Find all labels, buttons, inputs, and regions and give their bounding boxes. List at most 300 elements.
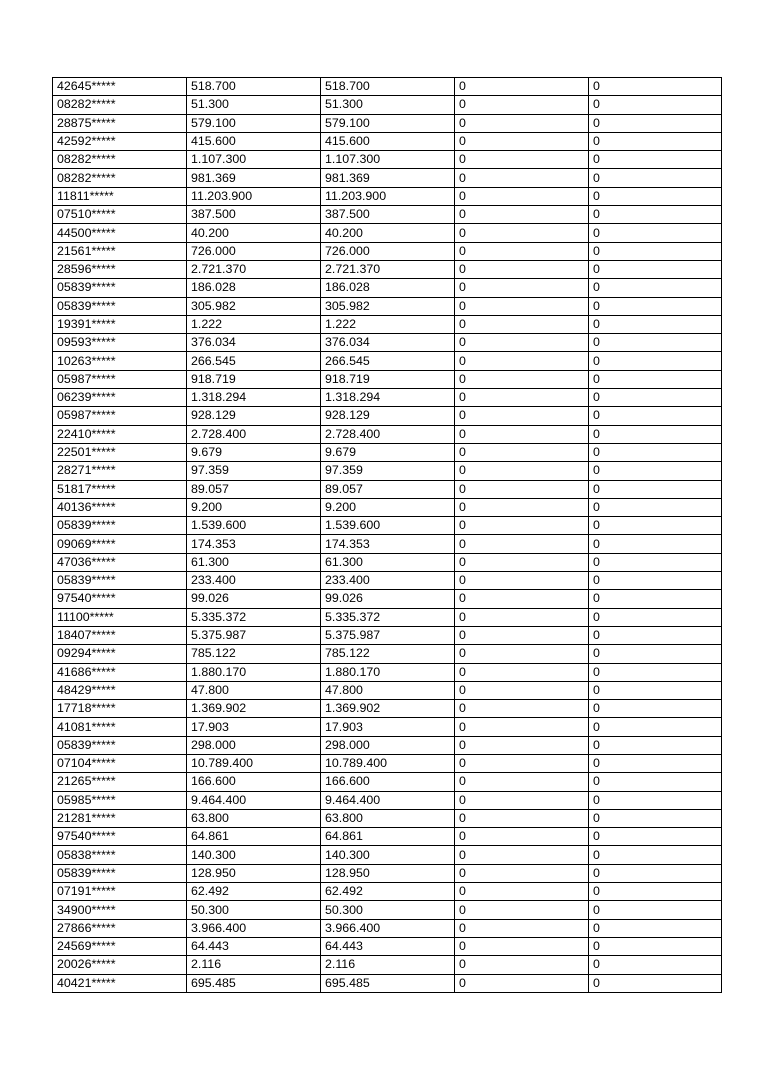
amount-2-cell: 63.800 [321, 809, 455, 827]
amount-cell: 174.353 [187, 535, 321, 553]
id-cell: 09069***** [53, 535, 187, 553]
id-cell: 08282***** [53, 96, 187, 114]
id-cell: 05987***** [53, 370, 187, 388]
zero-2-cell: 0 [589, 919, 722, 937]
table-row [53, 517, 722, 535]
amount-2-cell: 174.353 [321, 535, 455, 553]
zero-2-cell: 0 [589, 718, 722, 736]
table-row [53, 407, 722, 425]
zero-2-cell: 0 [589, 242, 722, 260]
id-cell: 22410***** [53, 425, 187, 443]
zero-2-cell: 0 [589, 480, 722, 498]
zero-cell: 0 [455, 132, 589, 150]
zero-2-cell: 0 [589, 517, 722, 535]
id-cell: 40136***** [53, 498, 187, 516]
id-cell: 05985***** [53, 791, 187, 809]
zero-2-cell: 0 [589, 663, 722, 681]
amount-cell: 695.485 [187, 974, 321, 992]
zero-cell: 0 [455, 498, 589, 516]
amount-2-cell: 981.369 [321, 169, 455, 187]
table-row [53, 206, 722, 224]
zero-cell: 0 [455, 846, 589, 864]
zero-2-cell: 0 [589, 498, 722, 516]
amount-cell: 785.122 [187, 645, 321, 663]
amount-cell: 47.800 [187, 681, 321, 699]
table-row [53, 700, 722, 718]
zero-2-cell: 0 [589, 608, 722, 626]
zero-cell: 0 [455, 736, 589, 754]
zero-2-cell: 0 [589, 315, 722, 333]
zero-cell: 0 [455, 407, 589, 425]
table-row [53, 260, 722, 278]
zero-cell: 0 [455, 883, 589, 901]
amount-cell: 266.545 [187, 352, 321, 370]
id-cell: 19391***** [53, 315, 187, 333]
amount-cell: 62.492 [187, 883, 321, 901]
amount-2-cell: 387.500 [321, 206, 455, 224]
id-cell: 07104***** [53, 754, 187, 772]
id-cell: 28596***** [53, 260, 187, 278]
id-cell: 09294***** [53, 645, 187, 663]
id-cell: 24569***** [53, 937, 187, 955]
table-row [53, 883, 722, 901]
zero-cell: 0 [455, 78, 589, 96]
zero-cell: 0 [455, 187, 589, 205]
amount-2-cell: 64.861 [321, 828, 455, 846]
zero-2-cell: 0 [589, 956, 722, 974]
zero-cell: 0 [455, 681, 589, 699]
id-cell: 42592***** [53, 132, 187, 150]
zero-2-cell: 0 [589, 901, 722, 919]
table-row [53, 791, 722, 809]
table-row [53, 169, 722, 187]
zero-2-cell: 0 [589, 974, 722, 992]
amount-cell: 50.300 [187, 901, 321, 919]
zero-2-cell: 0 [589, 572, 722, 590]
zero-cell: 0 [455, 937, 589, 955]
amount-2-cell: 9.200 [321, 498, 455, 516]
data-table [52, 77, 722, 993]
amount-cell: 17.903 [187, 718, 321, 736]
id-cell: 41081***** [53, 718, 187, 736]
amount-cell: 1.222 [187, 315, 321, 333]
amount-2-cell: 1.107.300 [321, 151, 455, 169]
table-row [53, 334, 722, 352]
table-row [53, 718, 722, 736]
zero-2-cell: 0 [589, 828, 722, 846]
zero-cell: 0 [455, 535, 589, 553]
zero-2-cell: 0 [589, 443, 722, 461]
amount-cell: 128.950 [187, 864, 321, 882]
zero-2-cell: 0 [589, 626, 722, 644]
amount-2-cell: 785.122 [321, 645, 455, 663]
amount-cell: 579.100 [187, 114, 321, 132]
amount-cell: 518.700 [187, 78, 321, 96]
amount-cell: 376.034 [187, 334, 321, 352]
amount-2-cell: 40.200 [321, 224, 455, 242]
zero-cell: 0 [455, 425, 589, 443]
id-cell: 05838***** [53, 846, 187, 864]
amount-2-cell: 99.026 [321, 590, 455, 608]
amount-cell: 305.982 [187, 297, 321, 315]
id-cell: 07510***** [53, 206, 187, 224]
zero-2-cell: 0 [589, 535, 722, 553]
zero-2-cell: 0 [589, 370, 722, 388]
zero-2-cell: 0 [589, 169, 722, 187]
id-cell: 05839***** [53, 517, 187, 535]
zero-cell: 0 [455, 370, 589, 388]
zero-cell: 0 [455, 352, 589, 370]
table-row [53, 846, 722, 864]
id-cell: 08282***** [53, 169, 187, 187]
id-cell: 11100***** [53, 608, 187, 626]
amount-cell: 97.359 [187, 462, 321, 480]
amount-cell: 298.000 [187, 736, 321, 754]
id-cell: 10263***** [53, 352, 187, 370]
table-row [53, 279, 722, 297]
zero-cell: 0 [455, 315, 589, 333]
amount-cell: 3.966.400 [187, 919, 321, 937]
zero-2-cell: 0 [589, 736, 722, 754]
zero-2-cell: 0 [589, 260, 722, 278]
id-cell: 05839***** [53, 279, 187, 297]
zero-2-cell: 0 [589, 590, 722, 608]
amount-2-cell: 128.950 [321, 864, 455, 882]
table-row [53, 754, 722, 772]
table-row [53, 553, 722, 571]
table-row [53, 370, 722, 388]
zero-cell: 0 [455, 297, 589, 315]
zero-2-cell: 0 [589, 206, 722, 224]
amount-2-cell: 61.300 [321, 553, 455, 571]
zero-2-cell: 0 [589, 279, 722, 297]
table-row [53, 956, 722, 974]
table-row [53, 78, 722, 96]
id-cell: 21561***** [53, 242, 187, 260]
amount-cell: 89.057 [187, 480, 321, 498]
amount-2-cell: 305.982 [321, 297, 455, 315]
id-cell: 20026***** [53, 956, 187, 974]
table-row [53, 864, 722, 882]
amount-2-cell: 166.600 [321, 773, 455, 791]
id-cell: 08282***** [53, 151, 187, 169]
amount-cell: 140.300 [187, 846, 321, 864]
amount-cell: 918.719 [187, 370, 321, 388]
zero-2-cell: 0 [589, 645, 722, 663]
zero-2-cell: 0 [589, 681, 722, 699]
zero-2-cell: 0 [589, 114, 722, 132]
amount-cell: 186.028 [187, 279, 321, 297]
id-cell: 44500***** [53, 224, 187, 242]
amount-2-cell: 89.057 [321, 480, 455, 498]
zero-2-cell: 0 [589, 937, 722, 955]
amount-cell: 51.300 [187, 96, 321, 114]
zero-2-cell: 0 [589, 864, 722, 882]
id-cell: 21265***** [53, 773, 187, 791]
zero-2-cell: 0 [589, 425, 722, 443]
zero-2-cell: 0 [589, 96, 722, 114]
table-row [53, 645, 722, 663]
zero-cell: 0 [455, 919, 589, 937]
id-cell: 05839***** [53, 572, 187, 590]
zero-2-cell: 0 [589, 389, 722, 407]
id-cell: 07191***** [53, 883, 187, 901]
amount-cell: 61.300 [187, 553, 321, 571]
amount-2-cell: 579.100 [321, 114, 455, 132]
id-cell: 22501***** [53, 443, 187, 461]
id-cell: 21281***** [53, 809, 187, 827]
zero-2-cell: 0 [589, 553, 722, 571]
zero-2-cell: 0 [589, 132, 722, 150]
table-row [53, 96, 722, 114]
amount-cell: 1.539.600 [187, 517, 321, 535]
table-row [53, 828, 722, 846]
zero-2-cell: 0 [589, 297, 722, 315]
table-row [53, 736, 722, 754]
table-row [53, 242, 722, 260]
id-cell: 05839***** [53, 864, 187, 882]
amount-2-cell: 97.359 [321, 462, 455, 480]
table-row [53, 498, 722, 516]
zero-cell: 0 [455, 462, 589, 480]
amount-cell: 928.129 [187, 407, 321, 425]
amount-cell: 63.800 [187, 809, 321, 827]
amount-cell: 10.789.400 [187, 754, 321, 772]
zero-cell: 0 [455, 956, 589, 974]
amount-2-cell: 64.443 [321, 937, 455, 955]
table-row [53, 462, 722, 480]
zero-cell: 0 [455, 663, 589, 681]
amount-2-cell: 47.800 [321, 681, 455, 699]
amount-2-cell: 298.000 [321, 736, 455, 754]
zero-cell: 0 [455, 773, 589, 791]
amount-2-cell: 518.700 [321, 78, 455, 96]
zero-2-cell: 0 [589, 352, 722, 370]
id-cell: 17718***** [53, 700, 187, 718]
table-row [53, 389, 722, 407]
zero-cell: 0 [455, 645, 589, 663]
id-cell: 40421***** [53, 974, 187, 992]
amount-cell: 9.200 [187, 498, 321, 516]
table-row [53, 626, 722, 644]
zero-cell: 0 [455, 114, 589, 132]
zero-2-cell: 0 [589, 754, 722, 772]
amount-2-cell: 50.300 [321, 901, 455, 919]
zero-2-cell: 0 [589, 700, 722, 718]
zero-2-cell: 0 [589, 883, 722, 901]
amount-2-cell: 1.318.294 [321, 389, 455, 407]
zero-2-cell: 0 [589, 846, 722, 864]
amount-cell: 1.369.902 [187, 700, 321, 718]
id-cell: 18407***** [53, 626, 187, 644]
amount-cell: 1.880.170 [187, 663, 321, 681]
id-cell: 06239***** [53, 389, 187, 407]
table-body [53, 78, 722, 993]
table-row [53, 663, 722, 681]
zero-cell: 0 [455, 334, 589, 352]
id-cell: 11811***** [53, 187, 187, 205]
id-cell: 97540***** [53, 590, 187, 608]
id-cell: 34900***** [53, 901, 187, 919]
amount-cell: 9.464.400 [187, 791, 321, 809]
table-row [53, 974, 722, 992]
table-row [53, 425, 722, 443]
amount-cell: 5.375.987 [187, 626, 321, 644]
amount-2-cell: 1.539.600 [321, 517, 455, 535]
amount-cell: 40.200 [187, 224, 321, 242]
zero-cell: 0 [455, 626, 589, 644]
amount-2-cell: 1.222 [321, 315, 455, 333]
table-row [53, 535, 722, 553]
table-row [53, 919, 722, 937]
zero-2-cell: 0 [589, 334, 722, 352]
amount-2-cell: 10.789.400 [321, 754, 455, 772]
id-cell: 51817***** [53, 480, 187, 498]
id-cell: 28271***** [53, 462, 187, 480]
zero-cell: 0 [455, 224, 589, 242]
zero-2-cell: 0 [589, 407, 722, 425]
id-cell: 48429***** [53, 681, 187, 699]
id-cell: 05987***** [53, 407, 187, 425]
table-row [53, 773, 722, 791]
amount-cell: 64.443 [187, 937, 321, 955]
table-row [53, 480, 722, 498]
amount-cell: 981.369 [187, 169, 321, 187]
amount-2-cell: 266.545 [321, 352, 455, 370]
table-row [53, 681, 722, 699]
amount-2-cell: 415.600 [321, 132, 455, 150]
id-cell: 05839***** [53, 297, 187, 315]
table-row [53, 315, 722, 333]
table-row [53, 114, 722, 132]
zero-cell: 0 [455, 864, 589, 882]
amount-2-cell: 140.300 [321, 846, 455, 864]
amount-2-cell: 3.966.400 [321, 919, 455, 937]
zero-cell: 0 [455, 553, 589, 571]
id-cell: 28875***** [53, 114, 187, 132]
amount-2-cell: 9.679 [321, 443, 455, 461]
id-cell: 47036***** [53, 553, 187, 571]
table-row [53, 608, 722, 626]
zero-2-cell: 0 [589, 78, 722, 96]
amount-2-cell: 2.728.400 [321, 425, 455, 443]
amount-2-cell: 5.335.372 [321, 608, 455, 626]
zero-2-cell: 0 [589, 462, 722, 480]
zero-2-cell: 0 [589, 791, 722, 809]
amount-2-cell: 2.721.370 [321, 260, 455, 278]
zero-cell: 0 [455, 608, 589, 626]
zero-cell: 0 [455, 206, 589, 224]
amount-cell: 233.400 [187, 572, 321, 590]
amount-2-cell: 51.300 [321, 96, 455, 114]
amount-cell: 2.116 [187, 956, 321, 974]
amount-2-cell: 5.375.987 [321, 626, 455, 644]
amount-2-cell: 928.129 [321, 407, 455, 425]
amount-cell: 2.721.370 [187, 260, 321, 278]
amount-2-cell: 186.028 [321, 279, 455, 297]
amount-cell: 99.026 [187, 590, 321, 608]
id-cell: 27866***** [53, 919, 187, 937]
amount-2-cell: 726.000 [321, 242, 455, 260]
amount-cell: 9.679 [187, 443, 321, 461]
table-row [53, 151, 722, 169]
zero-cell: 0 [455, 260, 589, 278]
amount-cell: 5.335.372 [187, 608, 321, 626]
amount-cell: 64.861 [187, 828, 321, 846]
amount-2-cell: 2.116 [321, 956, 455, 974]
zero-2-cell: 0 [589, 809, 722, 827]
zero-cell: 0 [455, 718, 589, 736]
amount-2-cell: 9.464.400 [321, 791, 455, 809]
amount-cell: 2.728.400 [187, 425, 321, 443]
zero-cell: 0 [455, 809, 589, 827]
amount-cell: 1.107.300 [187, 151, 321, 169]
id-cell: 41686***** [53, 663, 187, 681]
amount-2-cell: 62.492 [321, 883, 455, 901]
table-row [53, 572, 722, 590]
id-cell: 05839***** [53, 736, 187, 754]
amount-cell: 1.318.294 [187, 389, 321, 407]
zero-cell: 0 [455, 901, 589, 919]
table-row [53, 224, 722, 242]
zero-2-cell: 0 [589, 151, 722, 169]
zero-cell: 0 [455, 96, 589, 114]
zero-cell: 0 [455, 389, 589, 407]
id-cell: 42645***** [53, 78, 187, 96]
amount-2-cell: 918.719 [321, 370, 455, 388]
zero-cell: 0 [455, 242, 589, 260]
amount-cell: 415.600 [187, 132, 321, 150]
table-row [53, 809, 722, 827]
zero-2-cell: 0 [589, 187, 722, 205]
amount-2-cell: 1.880.170 [321, 663, 455, 681]
zero-cell: 0 [455, 974, 589, 992]
zero-cell: 0 [455, 517, 589, 535]
zero-cell: 0 [455, 480, 589, 498]
amount-cell: 11.203.900 [187, 187, 321, 205]
table-row [53, 443, 722, 461]
zero-cell: 0 [455, 279, 589, 297]
amount-2-cell: 233.400 [321, 572, 455, 590]
table-row [53, 187, 722, 205]
zero-cell: 0 [455, 443, 589, 461]
table-row [53, 590, 722, 608]
amount-cell: 387.500 [187, 206, 321, 224]
amount-2-cell: 1.369.902 [321, 700, 455, 718]
table-row [53, 352, 722, 370]
amount-cell: 726.000 [187, 242, 321, 260]
amount-2-cell: 695.485 [321, 974, 455, 992]
table-row [53, 132, 722, 150]
zero-cell: 0 [455, 151, 589, 169]
zero-cell: 0 [455, 700, 589, 718]
zero-cell: 0 [455, 791, 589, 809]
zero-cell: 0 [455, 754, 589, 772]
table-row [53, 937, 722, 955]
id-cell: 97540***** [53, 828, 187, 846]
zero-cell: 0 [455, 828, 589, 846]
amount-2-cell: 17.903 [321, 718, 455, 736]
zero-2-cell: 0 [589, 224, 722, 242]
zero-2-cell: 0 [589, 773, 722, 791]
amount-2-cell: 11.203.900 [321, 187, 455, 205]
amount-2-cell: 376.034 [321, 334, 455, 352]
zero-cell: 0 [455, 572, 589, 590]
table-row [53, 297, 722, 315]
zero-cell: 0 [455, 169, 589, 187]
amount-cell: 166.600 [187, 773, 321, 791]
zero-cell: 0 [455, 590, 589, 608]
